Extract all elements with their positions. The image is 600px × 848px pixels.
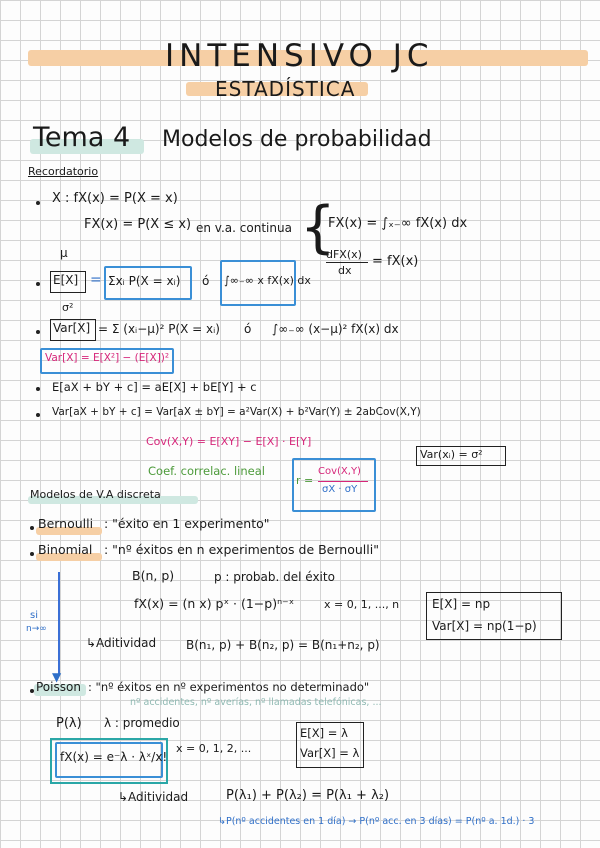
expectation-discrete: Σxᵢ P(X = xᵢ): [108, 274, 181, 288]
poisson-desc: : "nº éxitos en nº experimentos no determinado": [88, 680, 370, 694]
or-symbol-2: ó: [244, 322, 252, 336]
binomial-to-poisson-arrow: [58, 572, 60, 676]
derivative-numerator: dFX(x): [326, 248, 362, 261]
cdf-integral: FX(x) = ∫ₓ₋∞ fX(x) dx: [328, 216, 468, 231]
correlation-numerator: Cov(X,Y): [318, 466, 361, 477]
arrow-head-icon: ▼: [52, 670, 62, 684]
binomial-variance: Var[X] = np(1−p): [432, 619, 537, 633]
derivative-rhs: = fX(x): [372, 254, 419, 269]
binomial-name: Binomial: [38, 542, 93, 557]
poisson-variance: Var[X] = λ: [300, 746, 360, 760]
poisson-example-line: ↳P(nº accidentes en 1 día) → P(nº acc. en 3 días) = P(nº a. 1d.) · 3: [218, 816, 535, 827]
sigma-squared: σ²: [62, 301, 74, 314]
poisson-aditividad: P(λ₁) + P(λ₂) = P(λ₁ + λ₂): [226, 788, 390, 803]
topic-number: Tema 4: [33, 122, 131, 153]
expectation-label: E[X]: [53, 273, 79, 287]
poisson-pmf: fX(x) = e⁻λ · λˣ/x!: [60, 750, 168, 764]
bullet: [36, 201, 40, 205]
binomial-pmf: fX(x) = (n x) pˣ · (1−p)ⁿ⁻ˣ: [134, 596, 295, 611]
bullet: [30, 526, 34, 530]
derivative-bar: [326, 262, 368, 263]
discreta-label: Modelos de V.A discreta: [30, 488, 161, 501]
n-infinity-note: n→∞: [26, 624, 47, 634]
bullet: [36, 330, 40, 334]
page-subtitle: ESTADÍSTICA: [215, 77, 356, 101]
si-note: si: [30, 610, 38, 621]
bullet: [36, 413, 40, 417]
bernoulli-desc: : "éxito en 1 experimento": [104, 516, 270, 531]
poisson-aditividad-label: ↳Aditividad: [118, 790, 189, 804]
covariance-formula: Cov(X,Y) = E[XY] − E[X] · E[Y]: [146, 435, 312, 448]
poisson-name: Poisson: [36, 680, 81, 694]
or-symbol: ó: [202, 274, 210, 288]
poisson-lambda-desc: λ : promedio: [104, 716, 180, 730]
poisson-range: x = 0, 1, 2, ...: [176, 742, 252, 755]
topic-name: Modelos de probabilidad: [162, 127, 432, 152]
poisson-expectation: E[X] = λ: [300, 726, 348, 740]
var-xi: Var(xᵢ) = σ²: [420, 448, 483, 461]
binomial-notation: B(n, p): [132, 568, 175, 583]
left-brace: {: [300, 195, 336, 260]
equals-sign: =: [90, 272, 102, 288]
bullet: [36, 387, 40, 391]
binomial-expectation: E[X] = np: [432, 597, 491, 611]
binomial-range: x = 0, 1, ..., n: [324, 598, 400, 611]
mu-symbol: μ: [60, 246, 68, 260]
pmf-definition: X : fX(x) = P(X = x): [52, 191, 178, 206]
binomial-p-desc: p : probab. del éxito: [214, 570, 335, 584]
correlation-label: Coef. correlac. lineal: [148, 464, 265, 478]
variance-continuous: ∫∞₋∞ (x−μ)² fX(x) dx: [272, 322, 399, 336]
linearity-expectation: E[aX + bY + c] = aE[X] + bE[Y] + c: [52, 380, 257, 394]
bernoulli-name: Bernoulli: [38, 516, 94, 531]
page-title: INTENSIVO JC: [165, 38, 434, 74]
linearity-variance: Var[aX + bY + c] = Var[aX ± bY] = a²Var(X) + b²Var(Y) ± 2abCov(X,Y): [52, 406, 421, 418]
binomial-aditividad: B(n₁, p) + B(n₂, p) = B(n₁+n₂, p): [186, 638, 380, 652]
poisson-examples: nº accidentes, nº averías, nº llamadas telefónicas, ...: [130, 697, 382, 708]
variance-discrete: = Σ (xᵢ−μ)² P(X = xᵢ): [98, 322, 220, 336]
binomial-aditividad-label: ↳Aditividad: [86, 636, 157, 650]
correlation-bar: [318, 481, 368, 482]
variance-label: Var[X]: [53, 321, 91, 335]
bullet: [30, 552, 34, 556]
variance-alt: Var[X] = E[X²] − (E[X])²: [45, 352, 170, 364]
va-continua-label: en v.a. continua: [196, 221, 292, 235]
cdf-definition: FX(x) = P(X ≤ x): [84, 217, 192, 232]
binomial-desc: : "nº éxitos en n experimentos de Bernoulli": [104, 542, 379, 557]
poisson-notation: P(λ): [56, 716, 82, 731]
correlation-r: r =: [296, 474, 314, 487]
derivative-denominator: dx: [338, 264, 352, 277]
bullet: [36, 282, 40, 286]
expectation-continuous: ∫∞₋∞ x fX(x) dx: [224, 274, 311, 287]
correlation-denominator: σX · σY: [322, 484, 358, 495]
recordatorio-label: Recordatorio: [28, 165, 99, 178]
